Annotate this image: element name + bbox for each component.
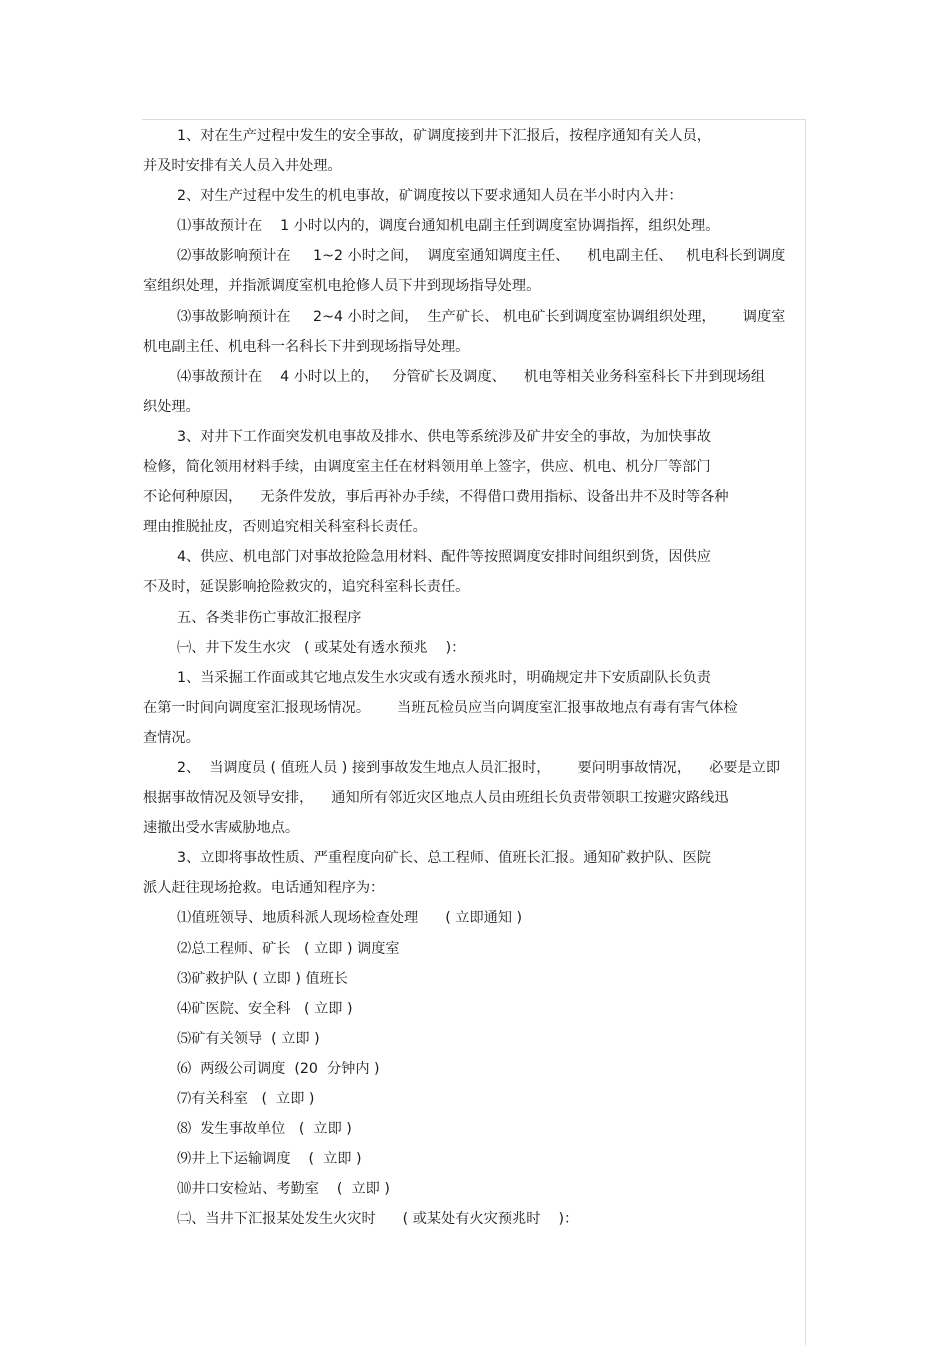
document-line: 机电副主任、机电科一名科长下井到现场指导处理。 — [143, 338, 470, 355]
document-line: 2、 当调度员 ( 值班人员 ) 接到事故发生地点人员汇报时， 要问明事故情况， 必要是立即 — [177, 759, 781, 776]
document-line: 1、当采掘工作面或其它地点发生水灾或有透水预兆时，明确规定井下安质副队长负责 — [177, 669, 711, 686]
document-line: 理由推脱扯皮，否则追究相关科室科长责任。 — [143, 519, 427, 536]
document-line: ㈠、井下发生水灾 ( 或某处有透水预兆 )： — [177, 639, 466, 656]
document-line: ⑵总工程师、矿长 ( 立即 ) 调度室 — [177, 940, 400, 957]
document-line: 五、各类非伤亡事故汇报程序 — [177, 609, 362, 626]
document-line: ⑹ 两级公司调度 (20 分钟内 ) — [177, 1060, 380, 1077]
document-line: 3、立即将事故性质、严重程度向矿长、总工程师、值班长汇报。通知矿救护队、医院 — [177, 850, 711, 867]
document-line: ⑶矿救护队 ( 立即 ) 值班长 — [177, 970, 348, 987]
document-line: ⑵事故影响预计在 1~2 小时之间， 调度室通知调度主任、 机电副主任、 机电科长到调度 — [177, 248, 786, 265]
document-line: 速撤出受水害威胁地点。 — [143, 820, 300, 837]
document-line: 并及时安排有关人员入井处理。 — [143, 158, 342, 175]
document-line: ⑴值班领导、地质科派人现场检查处理 ( 立即通知 ) — [177, 910, 523, 927]
document-line: ⑽井口安检站、考勤室 ( 立即 ) — [177, 1181, 390, 1198]
document-line: 不及时，延误影响抢险救灾的，追究科室科长责任。 — [143, 579, 470, 596]
document-line: 2、对生产过程中发生的机电事故，矿调度按以下要求通知人员在半小时内入井： — [177, 188, 683, 205]
document-line: 3、对井下工作面突发机电事故及排水、供电等系统涉及矿井安全的事故，为加快事故 — [177, 428, 711, 445]
document-line: ⑴事故预计在 1 小时以内的，调度台通知机电副主任到调度室协调指挥，组织处理。 — [177, 218, 720, 235]
document-line: 织处理。 — [143, 398, 200, 415]
document-line: 4、供应、机电部门对事故抢险急用材料、配件等按照调度安排时间组织到货，因供应 — [177, 549, 711, 566]
document-line: 1、对在生产过程中发生的安全事故，矿调度接到井下汇报后，按程序通知有关人员， — [177, 128, 711, 144]
document-line: 查情况。 — [143, 729, 200, 746]
document-line: 在第一时间向调度室汇报现场情况。 当班瓦检员应当向调度室汇报事故地点有毒有害气体检 — [143, 699, 738, 716]
document-line: ⑷事故预计在 4 小时以上的， 分管矿长及调度、 机电等相关业务科室科长下井到现场组 — [177, 368, 766, 385]
document-line: ⑶事故影响预计在 2~4 小时之间， 生产矿长、 机电矿长到调度室协调组织处理， 调度室 — [177, 308, 786, 325]
document-line: ⑸矿有关领导 ( 立即 ) — [177, 1030, 320, 1047]
document-line: ⑻ 发生事故单位 ( 立即 ) — [177, 1121, 352, 1138]
document-line: 不论何种原因， 无条件发放，事后再补办手续，不得借口费用指标、设备出井不及时等各种 — [143, 489, 729, 506]
document-line: ㈡、当井下汇报某处发生火灾时 ( 或某处有火灾预兆时 )： — [177, 1211, 579, 1228]
document-line: ⑼井上下运输调度 ( 立即 ) — [177, 1151, 362, 1168]
document-line: 根据事故情况及领导安排， 通知所有邻近灾区地点人员由班组长负责带领职工按避灾路线迅 — [143, 790, 729, 807]
document-line: ⑷矿医院、安全科 ( 立即 ) — [177, 1000, 353, 1017]
document-line: ⑺有关科室 ( 立即 ) — [177, 1091, 315, 1107]
document-line: 派人赶往现场抢救。电话通知程序为： — [143, 880, 385, 897]
document-line: 检修，简化领用材料手续，由调度室主任在材料领用单上签字，供应、机电、机分厂等部门 — [143, 459, 711, 476]
document-line: 室组织处理，并指派调度室机电抢修人员下井到现场指导处理。 — [143, 278, 541, 295]
document-body — [143, 121, 803, 1234]
